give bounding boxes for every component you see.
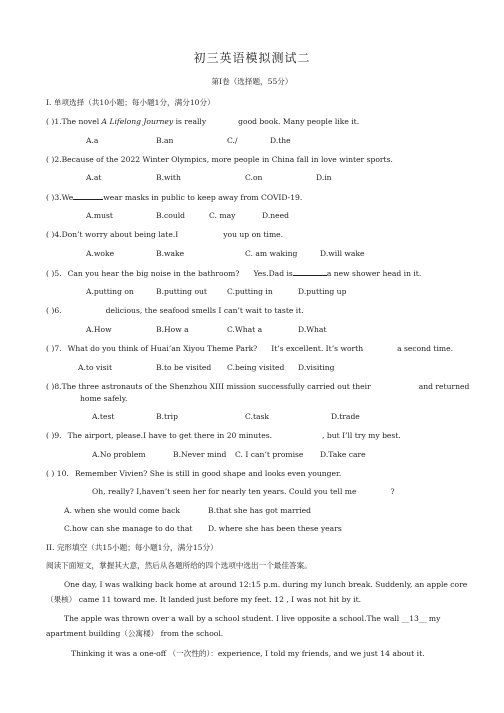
passage-p2-line1: The apple was thrown over a wall by a school student. I live opposite a school.The wall __13__ my	[64, 614, 441, 623]
q9-option-a: A.No problem	[92, 450, 146, 459]
question-5: ( )5. Can you hear the big noise in the bathroom? Yes.Dad is a new shower head in it.	[46, 269, 422, 278]
q8-option-c: C.task	[245, 412, 270, 421]
q9-option-d: D.Take care	[320, 450, 366, 459]
passage-p1-line2: （果核） came 11 toward me. It landed just before my feet. 12 , I was not hit by it.	[46, 595, 362, 604]
q7-option-d: D.visiting	[298, 363, 335, 372]
q5-option-b: B.putting out	[156, 287, 207, 296]
q6-option-b: B.How a	[156, 325, 189, 334]
q1-option-b: B.an	[156, 136, 174, 145]
q8-option-b: B.trip	[156, 412, 178, 421]
q5-option-c: C.putting in	[227, 287, 273, 296]
q7-option-c: C.being visited	[227, 363, 285, 372]
q4-option-a: A.woke	[86, 249, 115, 258]
q6-option-d: D.What	[298, 325, 327, 334]
q8-option-d: D.trade	[331, 412, 360, 421]
q10-option-b: B.that she has got married	[208, 506, 312, 515]
question-4: ( )4.Don’t worry about being late.I you up on time.	[46, 230, 284, 239]
q2-option-c: C.on	[245, 173, 263, 182]
q3-option-d: D.need	[262, 211, 289, 220]
passage-p2-line2: apartment building（公寓楼） from the school.	[46, 629, 224, 638]
q3-option-b: B.could	[156, 211, 185, 220]
question-3: ( )3.We wear masks in public to keep away from COVID-19.	[46, 193, 303, 202]
q8-option-a: A.test	[92, 412, 115, 421]
q8-line2: home safely.	[80, 394, 128, 403]
passage-p3-line1: Thinking it was a one-off （一次性的）：experience, I told my friends, and we just 14 about it.	[71, 649, 425, 658]
q1-option-a: A.a	[86, 136, 99, 145]
q9-option-c: C. I can’t promise	[235, 450, 304, 459]
question-8: ( )8.The three astronauts of the Shenzhou XIII mission successfully carried out their and returned	[46, 382, 470, 391]
q4-option-b: B.wake	[156, 249, 185, 258]
q10-option-d: D. where she has been these years	[208, 524, 342, 533]
part-subtitle: 第I卷（选择题，55分）	[211, 77, 293, 86]
q3-option-c: C. may	[209, 211, 236, 220]
q2-option-a: A.at	[86, 173, 102, 182]
section1-heading: I. 单项选择（共10小题；每小题1分，满分10分）	[46, 98, 215, 107]
q10-line2: Oh, really? I,haven’t seen her for nearly ten years. Could you tell me ?	[92, 487, 395, 496]
passage-p1-line1: One day, I was walking back home at around 12:15 p.m. during my lunch break. Suddenly, an apple core	[64, 580, 468, 589]
q10-option-a: A. when she would come back	[64, 506, 181, 515]
q6-option-a: A.How	[86, 325, 112, 334]
q6-option-c: C.What a	[227, 325, 263, 334]
q5-option-a: A.putting on	[86, 287, 134, 296]
question-1: ( )1.The novel A Lifelong Journey is really good book. Many people like it.	[46, 117, 360, 126]
page-title: 初三英语模拟测试二	[193, 51, 311, 65]
section2-instruction: 阅读下面短文，掌握其大意，然后从各题所给的四个选项中选出一个最佳答案。	[46, 561, 312, 570]
question-10: ( ) 10. Remember Vivien? She is still in good shape and looks even younger.	[46, 469, 342, 478]
q2-option-d: D.in	[316, 173, 332, 182]
question-6: ( )6. delicious, the seafood smells I can’t wait to taste it.	[46, 306, 304, 315]
q10-option-c: C.how can she manage to do that	[64, 524, 193, 533]
q1-option-c: C./	[227, 136, 238, 145]
q2-option-b: B.with	[156, 173, 181, 182]
section2-heading: II. 完形填空（共15小题；每小题1分，满分15分）	[46, 543, 218, 552]
q1-option-d: D.the	[270, 136, 291, 145]
q9-option-b: B.Never mind	[173, 450, 227, 459]
q7-option-b: B.to be visited	[156, 363, 212, 372]
question-7: ( )7. What do you think of Huai’an Xiyou Theme Park? It’s excellent. It’s worth a second time.	[46, 344, 454, 353]
question-9: ( )9. The airport, please.I have to get there in 20 minutes. , but I’ll try my best.	[46, 431, 401, 440]
q3-option-a: A.must	[86, 211, 113, 220]
q7-option-a: A.to visit	[78, 363, 113, 372]
question-2: ( )2.Because of the 2022 Winter Olympics, more people in China fall in love winter sports.	[46, 155, 393, 164]
q4-option-d: D.will wake	[320, 249, 365, 258]
q4-option-c: C. am waking	[245, 249, 298, 258]
q5-option-d: D.putting up	[298, 287, 347, 296]
